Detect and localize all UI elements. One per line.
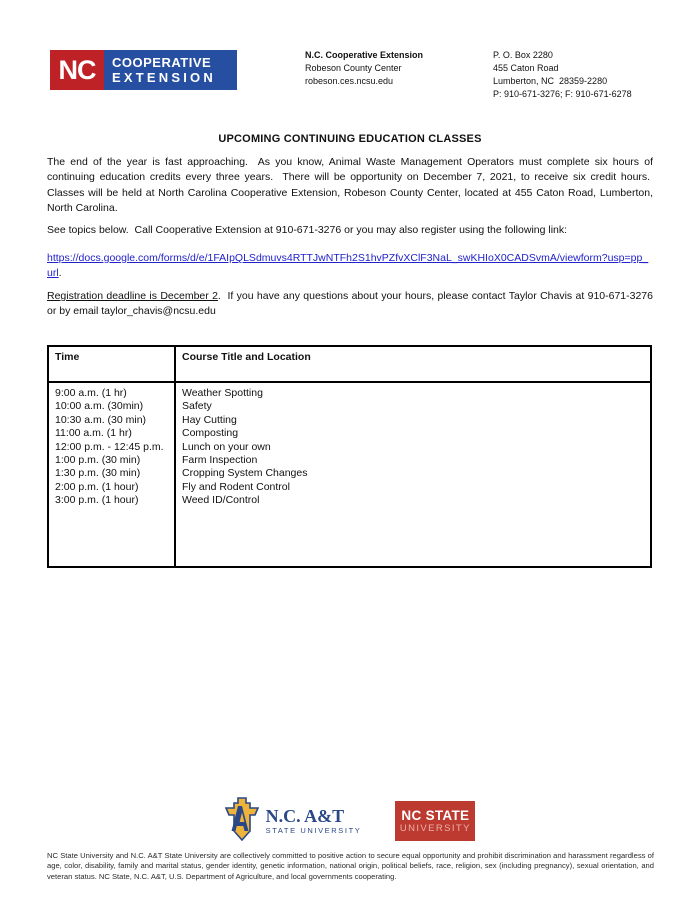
schedule-time-cell: 11:00 a.m. (1 hr) xyxy=(55,427,132,440)
ncat-name-text: N.C. A&T xyxy=(265,806,345,826)
ncstate-subtitle-text: UNIVERSITY xyxy=(399,822,471,834)
ncstate-name-text: NC STATE xyxy=(401,807,470,823)
logo-extension-text: EXTENSION xyxy=(112,70,216,85)
registration-link-paragraph xyxy=(47,251,653,282)
ncat-university-logo xyxy=(225,797,362,846)
schedule-header-course: Course Title and Location xyxy=(182,351,311,363)
schedule-course-cell: Fly and Rodent Control xyxy=(182,480,290,493)
header-org-column xyxy=(305,49,423,88)
deadline-underlined-text: Registration deadline is December 2 xyxy=(47,290,218,302)
schedule-course-cell: Hay Cutting xyxy=(182,413,237,426)
org-center: Robeson County Center xyxy=(305,63,402,73)
schedule-header-time: Time xyxy=(49,347,176,381)
address-po-box: P. O. Box 2280 xyxy=(493,50,553,60)
deadline-paragraph xyxy=(47,289,653,320)
schedule-table xyxy=(47,345,652,568)
logo-extension-block xyxy=(104,50,237,90)
logo-nc-block: NC xyxy=(50,50,104,90)
schedule-time-cell: 1:00 p.m. (30 min) xyxy=(55,454,141,467)
schedule-course-cell: Farm Inspection xyxy=(182,454,258,467)
ncat-subtitle-text: STATE UNIVERSITY xyxy=(265,826,362,835)
schedule-course-cell: Weather Spotting xyxy=(182,387,263,399)
address-street: 455 Caton Road xyxy=(493,63,559,73)
header-address-column xyxy=(493,49,632,101)
topics-paragraph: See topics below. Call Cooperative Extension at 910-671-3276 or you may also register using the following link: xyxy=(47,224,568,236)
ncstate-university-logo xyxy=(395,801,475,841)
schedule-time-cell: 10:00 a.m. (30min) xyxy=(55,400,144,413)
schedule-time-column xyxy=(49,383,176,566)
schedule-time-cell: 1:30 p.m. (30 min) xyxy=(55,467,141,480)
equal-opportunity-disclaimer: NC State University and N.C. A&T State University are collectively committed to positive action to secure equal opportunity and prohibit discrimination and harassment regardless of age, color, disability, family and marital status, gender identity, genetic information, national origin, political beliefs, race, religion, sex (including pregnancy), sexual orientation, and veteran status. NC State, N.C. A&T, U.S. Department of Agriculture, and local governments cooperating. xyxy=(47,851,654,881)
org-website: robeson.ces.ncsu.edu xyxy=(305,76,394,86)
schedule-course-cell: Safety xyxy=(182,400,212,413)
registration-link[interactable]: https://docs.google.com/forms/d/e/1FAIpQLSdmuvs4RTTJwNTFh2S1hvPZfvXClF3NaL_swKHIoX0CADSvmA/viewform?usp=pp_url xyxy=(47,252,649,280)
logo-cooperative-text: COOPERATIVE xyxy=(112,55,212,70)
intro-paragraph: The end of the year is fast approaching. As you know, Animal Waste Management Operators must complete six hours of continuing education credits every three years. There will be opportunity on December 7, 2021, to receive six credit hours. Classes will be held at North Carolina Cooperative Extension, Robeson County Center, located at 455 Caton Road, Lumberton, North Carolina. xyxy=(47,156,653,215)
ncat-emblem-icon xyxy=(225,797,259,846)
address-phone-fax: P: 910-671-3276; F: 910-671-6278 xyxy=(493,89,632,99)
schedule-course-cell: Composting xyxy=(182,427,239,440)
address-city-state-zip: Lumberton, NC 28359-2280 xyxy=(493,76,608,86)
ncat-wordmark xyxy=(266,807,362,835)
schedule-table-body xyxy=(49,383,650,566)
schedule-time-cell: 10:30 a.m. (30 min) xyxy=(55,413,147,426)
schedule-time-cell: 9:00 a.m. (1 hr) xyxy=(55,387,127,399)
schedule-course-cell: Lunch on your own xyxy=(182,440,271,453)
schedule-table-header-row xyxy=(49,347,650,383)
org-name: N.C. Cooperative Extension xyxy=(305,50,424,60)
schedule-time-cell: 12:00 p.m. - 12:45 p.m. xyxy=(55,440,164,453)
schedule-course-cell: Cropping System Changes xyxy=(182,467,308,480)
nc-cooperative-extension-logo xyxy=(50,50,237,90)
registration-link-period: . xyxy=(58,267,62,280)
deadline-rest-text: . If you have any questions about your hours, please contact Taylor Chavis at 910-671-3276 or by email taylor_chavis@ncsu.edu xyxy=(47,290,653,318)
page-title: UPCOMING CONTINUING EDUCATION CLASSES xyxy=(218,133,482,145)
footer-logos xyxy=(0,797,700,845)
schedule-time-cell: 2:00 p.m. (1 hour) xyxy=(55,480,139,493)
schedule-course-cell: Weed ID/Control xyxy=(182,494,260,507)
schedule-course-column xyxy=(176,383,650,566)
schedule-time-cell: 3:00 p.m. (1 hour) xyxy=(55,494,139,507)
